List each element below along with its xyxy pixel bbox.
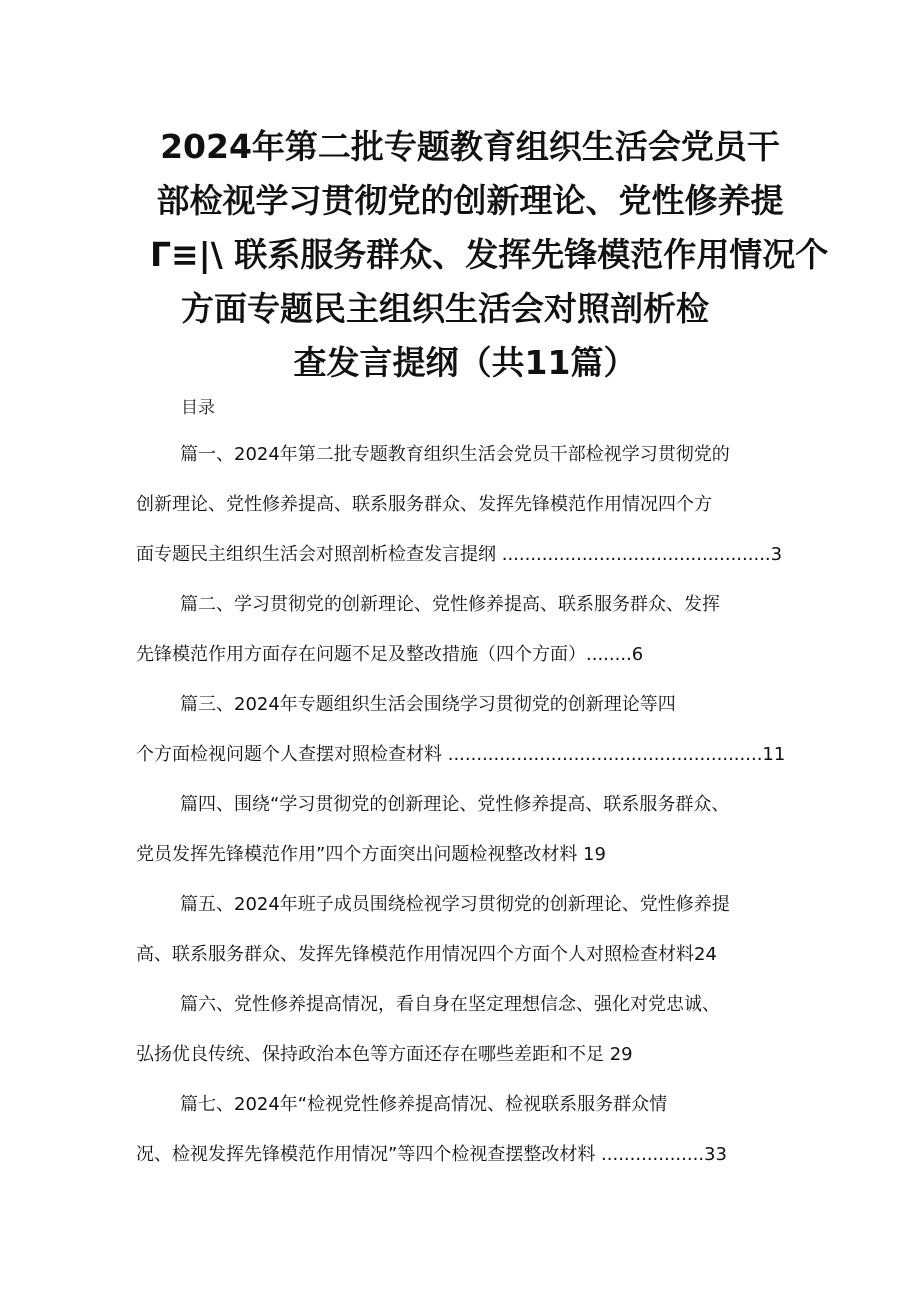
- toc-entry-line: 篇二、学习贯彻党的创新理论、党性修养提高、联系服务群众、发挥: [180, 594, 720, 615]
- toc-entry-line: 先锋模范作用方面存在问题不足及整改措施（四个方面）........6: [136, 644, 644, 665]
- toc-entry-5[interactable]: [136, 880, 796, 980]
- document-title: [150, 120, 829, 390]
- toc-entry-line: 篇四、围绕“学习贯彻党的创新理论、党性修养提高、联系服务群众、: [180, 794, 730, 815]
- toc-entry-line: 篇七、2024年“检视党性修养提高情况、检视联系服务群众情: [180, 1094, 668, 1115]
- toc-entry-line: 篇一、2024年第二批专题教育组织生活会党员干部检视学习贯彻党的: [180, 444, 730, 465]
- toc-entry-line: 面专题民主组织生活会对照剖析检查发言提纲 ...............................................3: [136, 544, 783, 565]
- title-line-5: 查发言提纲（共11篇）: [293, 343, 637, 382]
- toc-entry-line: 个方面检视问题个人查摆对照检查材料 .......................................................11: [136, 744, 786, 765]
- title-line-4: 方面专题民主组织生活会对照剖析检: [181, 289, 709, 328]
- toc-entry-1[interactable]: [136, 430, 796, 580]
- toc-heading: 目录: [181, 398, 215, 418]
- title-line-2: 部检视学习贯彻党的创新理论、党性修养提: [156, 181, 784, 220]
- toc-entry-7[interactable]: [136, 1080, 796, 1180]
- toc-entry-line: 况、检视发挥先锋模范作用情况”等四个检视查摆整改材料 ..................33: [136, 1144, 727, 1165]
- toc-entry-line: 弘扬优良传统、保持政治本色等方面还存在哪些差距和不足 29: [136, 1044, 633, 1065]
- toc-entry-line: 篇五、2024年班子成员围绕检视学习贯彻党的创新理论、党性修养提: [180, 894, 730, 915]
- toc-entry-line: 篇六、党性修养提高情况，看自身在坚定理想信念、强化对党忠诚、: [180, 994, 720, 1015]
- title-line-3: Г≡|\ 联系服务群众、发挥先锋模范作用情况个: [150, 235, 829, 274]
- toc-entry-line: 高、联系服务群众、发挥先锋模范作用情况四个方面个人对照检查材料24: [136, 944, 717, 965]
- toc-entry-4[interactable]: [136, 780, 796, 880]
- table-of-contents: [136, 430, 796, 1180]
- toc-entry-line: 党员发挥先锋模范作用”四个方面突出问题检视整改材料 19: [136, 844, 606, 865]
- toc-entry-2[interactable]: [136, 580, 796, 680]
- toc-entry-6[interactable]: [136, 980, 796, 1080]
- toc-entry-3[interactable]: [136, 680, 796, 780]
- title-line-1: 2024年第二批专题教育组织生活会党员干: [160, 127, 780, 166]
- toc-entry-line: 创新理论、党性修养提高、联系服务群众、发挥先锋模范作用情况四个方: [136, 494, 712, 515]
- toc-entry-line: 篇三、2024年专题组织生活会围绕学习贯彻党的创新理论等四: [180, 694, 676, 715]
